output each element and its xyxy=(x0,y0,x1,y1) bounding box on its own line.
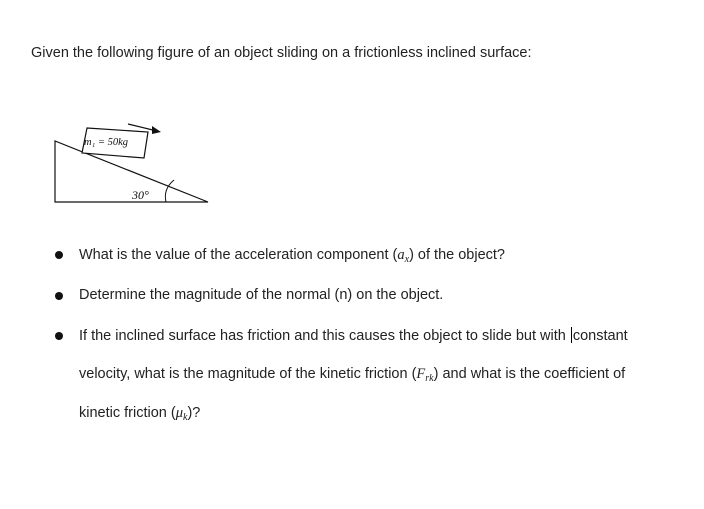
bullet-3 xyxy=(55,332,63,340)
question-3-line-3-after: )? xyxy=(187,405,201,421)
question-3-line-2 xyxy=(79,366,625,383)
arrow-head-icon xyxy=(152,126,161,134)
question-3-line-1-before: If the inclined surface has friction and this causes the object to slide but with xyxy=(79,328,570,344)
bullet-1 xyxy=(55,251,63,259)
question-1-after: ) of the object? xyxy=(409,247,505,263)
kinetic-friction-symbol: $F_{rk}$ xyxy=(416,366,434,384)
mass-label: m₁ = 50kg xyxy=(84,137,128,148)
angle-arc xyxy=(165,180,174,202)
question-2-text: Determine the magnitude of the normal (n) on the object. xyxy=(79,287,444,303)
question-3-line-1-after: constant xyxy=(572,328,628,344)
problem-intro: Given the following figure of an object sliding on a frictionless inclined surface: xyxy=(31,45,532,61)
bullet-2 xyxy=(55,292,63,300)
friction-coefficient-symbol: $\mu_k$ xyxy=(175,405,188,423)
question-3-line-1 xyxy=(79,327,628,344)
question-3-line-3 xyxy=(79,405,200,422)
question-1-before: What is the value of the acceleration component ( xyxy=(79,247,398,263)
question-2 xyxy=(79,287,443,303)
acceleration-symbol: $a_x$ xyxy=(397,247,410,265)
inclined-plane-figure xyxy=(50,120,220,212)
text-cursor xyxy=(571,327,572,343)
question-3-line-2-after: ) and what is the coefficient of xyxy=(433,366,626,382)
angle-label: 30° xyxy=(132,188,149,202)
question-3-line-3-before: kinetic friction ( xyxy=(79,405,176,421)
question-3-line-2-before: velocity, what is the magnitude of the kinetic friction ( xyxy=(79,366,417,382)
question-1 xyxy=(79,247,505,264)
